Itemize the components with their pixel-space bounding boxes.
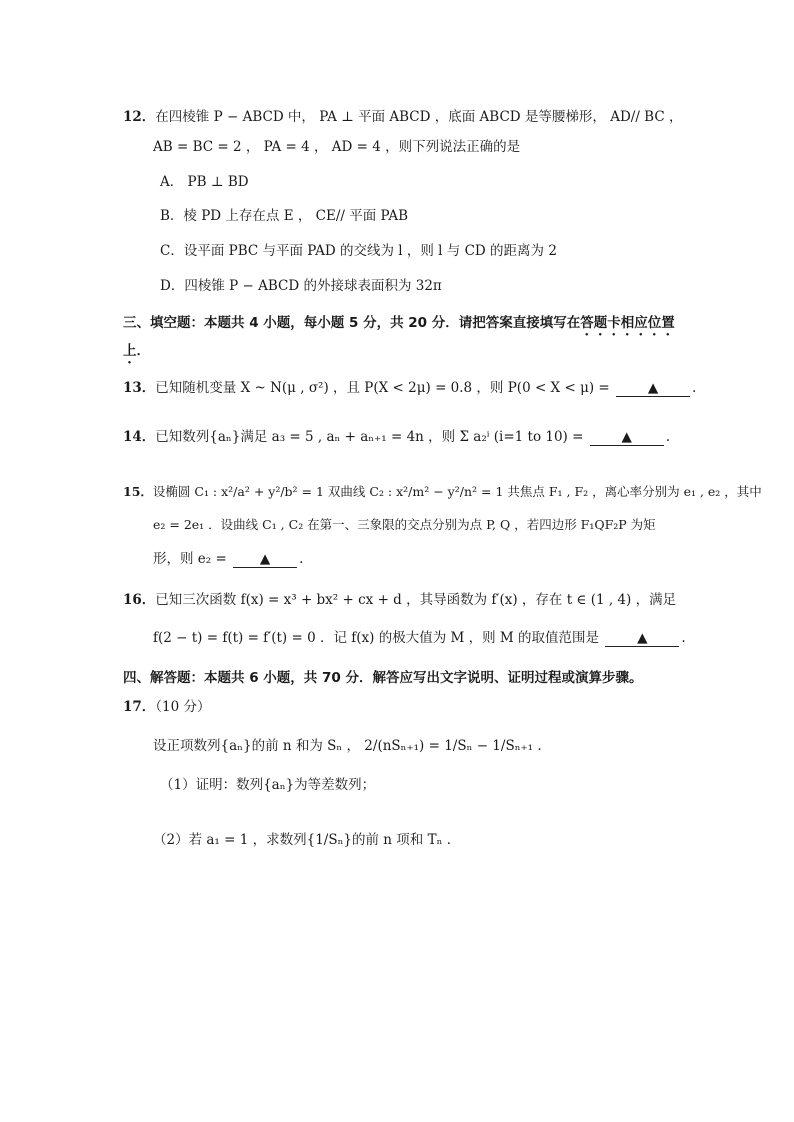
q17-score: （10 分）	[155, 699, 211, 715]
q17-header	[123, 697, 211, 717]
section-3-heading-end	[123, 341, 150, 367]
q15-line3	[153, 549, 303, 569]
q12-option-d: D．四棱锥 P − ABCD 的外接球表面积为 32π	[160, 278, 442, 294]
q13-marker: ▲	[647, 380, 659, 396]
q13-end: .	[692, 380, 697, 396]
q13-answer-blank	[616, 380, 690, 397]
q12-stem-line1	[123, 107, 682, 127]
q12-stem-text1: 在四棱锥 P − ABCD 中， PA ⊥ 平面 ABCD ，底面 ABCD 是等腰梯形， AD// BC ，	[155, 109, 683, 125]
q16-text1: 已知三次函数 f(x) = x³ + bx² + cx + d ，其导函数为 f′(x) ，存在 t ∈ (1 , 4) ，满足	[155, 592, 677, 608]
q16-end: .	[681, 630, 686, 646]
q14-line	[123, 427, 670, 447]
q15-text3: 形，则 e₂ =	[153, 551, 227, 567]
q14-end: .	[665, 429, 671, 445]
section-4-heading: 四、解答题：本题共 6 小题，共 70 分．解答应写出文字说明、证明过程或演算步骤。	[123, 670, 643, 686]
q12-option-a: A． PB ⊥ BD	[160, 174, 249, 190]
q15-line1	[123, 482, 762, 502]
section-3-text: 三、填空题：本题共 4 小题，每小题 5 分，共 20 分．请把答案直接填写在	[123, 315, 581, 331]
q16-number: 16．	[123, 592, 156, 608]
q17-stem: 设正项数列{aₙ}的前 n 和为 Sₙ ， 2/(nSₙ₊₁) = 1/Sₙ − 1/Sₙ₊₁ ．	[153, 738, 551, 754]
q16-line2	[153, 628, 686, 648]
q14-number: 14．	[123, 429, 156, 445]
q13-line	[123, 378, 696, 398]
section-3-heading	[123, 313, 675, 339]
q12-stem-line2: AB = BC = 2 ， PA = 4 ， AD = 4 ，则下列说法正确的是	[153, 139, 521, 155]
q14-answer-blank	[590, 429, 664, 446]
q17-part1: （1）证明：数列{aₙ}为等差数列；	[160, 777, 376, 793]
q12-number: 12．	[123, 109, 156, 125]
q16-answer-blank	[605, 630, 679, 647]
section-3-end: 上．	[123, 343, 150, 359]
q13-text: 已知随机变量 X ~ N(μ , σ²) ，且 P(X < 2μ) = 0.8 ，则 P(0 < X < μ) =	[155, 380, 610, 396]
q14-marker: ▲	[621, 429, 632, 445]
q12-option-c: C．设平面 PBC 与平面 PAD 的交线为 l ，则 l 与 CD 的距离为 2	[160, 243, 557, 259]
q15-line2: e₂ = 2e₁ ．设曲线 C₁ , C₂ 在第一、三象限的交点分别为点 P, Q ，若四边形 F₁QF₂P 为矩	[153, 517, 656, 532]
q13-number: 13．	[123, 380, 156, 396]
q16-line1	[123, 590, 676, 610]
section-3-emphasis: 答题卡相应位置	[580, 315, 675, 331]
q15-answer-blank	[233, 551, 297, 568]
q12-option-b: B．棱 PD 上存在点 E ， CE// 平面 PAB	[160, 208, 409, 224]
q16-marker: ▲	[637, 630, 648, 646]
q15-number: 15．	[123, 484, 153, 499]
q16-text2: f(2 − t) = f(t) = f′(t) = 0 ．记 f(x) 的极大值为 M ，则 M 的取值范围是	[153, 630, 600, 646]
q17-part2: （2）若 a₁ = 1 ，求数列{1/Sₙ}的前 n 项和 Tₙ ．	[153, 832, 461, 848]
q15-text1: 设椭圆 C₁ : x²/a² + y²/b² = 1 双曲线 C₂ : x²/m² − y²/n² = 1 共焦点 F₁ , F₂ ，离心率分别为 e₁ , e₂ ，其中	[152, 484, 762, 499]
q17-number: 17．	[123, 699, 156, 715]
q15-marker: ▲	[259, 551, 271, 567]
q14-text: 已知数列{aₙ}满足 a₃ = 5 , aₙ + aₙ₊₁ = 4n ，则 Σ a₂ⁱ (i=1 to 10) =	[155, 429, 584, 445]
q15-end: .	[299, 551, 304, 567]
